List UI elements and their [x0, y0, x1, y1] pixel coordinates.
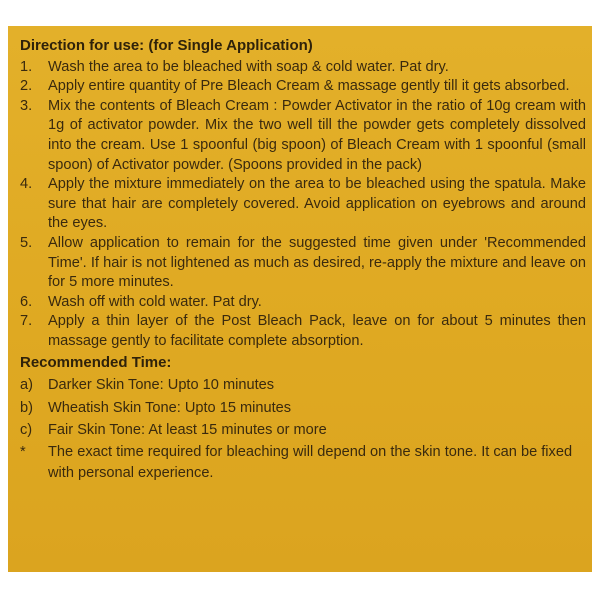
tone-label: b) — [20, 399, 33, 416]
step-text: Mix the contents of Bleach Cream : Powder Activator in the ratio of 10g cream with 1g of activator powder. Mix the two well till the powder gets completely dissolved into the cream. Use 1 spoonful (big spoon) of Bleach Cream with 1 spoonful (small spoon) of Activator powder. (Spoons provided in the pack) — [48, 97, 586, 173]
step-number: 2. — [20, 78, 33, 95]
tone-item — [20, 419, 586, 442]
step-number: 7. — [20, 313, 33, 330]
step-text: Wash off with cold water. Pat dry. — [48, 293, 262, 310]
step-text: Apply the mixture immediately on the area to be bleached using the spatula. Make sure that hair are completely covered. Avoid application on eyebrows and around the eyes. — [48, 176, 586, 232]
instruction-panel — [8, 26, 592, 572]
tone-text: Darker Skin Tone: Upto 10 minutes — [48, 377, 275, 394]
step-text: Apply entire quantity of Pre Bleach Cream & massage gently till it gets absorbed. — [48, 78, 570, 95]
step-item — [20, 58, 586, 78]
footnote-text: The exact time required for bleaching will depend on the skin tone. It can be fixed with personal experience. — [48, 443, 573, 481]
step-text: Apply a thin layer of the Post Bleach Pack, leave on for about 5 minutes then massage gently to facilitate complete absorption. — [48, 313, 586, 349]
tone-item — [20, 397, 586, 420]
step-number: 4. — [20, 176, 33, 193]
step-item — [20, 234, 586, 293]
step-number: 3. — [20, 97, 33, 114]
instruction-content — [20, 36, 586, 484]
tone-item — [20, 374, 586, 397]
asterisk-mark: * — [20, 443, 26, 460]
step-item — [20, 77, 586, 97]
tone-label: a) — [20, 377, 33, 394]
tone-text: Wheatish Skin Tone: Upto 15 minutes — [48, 399, 292, 416]
recommended-time-heading: Recommended Time: — [20, 353, 172, 371]
directions-heading: Direction for use: (for Single Application) — [20, 37, 313, 54]
step-number: 6. — [20, 293, 33, 310]
step-item — [20, 312, 586, 351]
tone-text: Fair Skin Tone: At least 15 minutes or more — [48, 422, 327, 439]
step-item — [20, 293, 586, 313]
footnote — [20, 442, 586, 484]
step-item — [20, 97, 586, 175]
tone-label: c) — [20, 422, 33, 439]
step-text: Wash the area to be bleached with soap & cold water. Pat dry. — [48, 58, 449, 75]
step-text: Allow application to remain for the suggested time given under 'Recommended Time'. If hair is not lightened as much as desired, re-apply the mixture and leave on for 5 more minutes. — [48, 234, 586, 291]
step-number: 5. — [20, 234, 33, 251]
step-number: 1. — [20, 58, 33, 75]
step-item — [20, 175, 586, 234]
